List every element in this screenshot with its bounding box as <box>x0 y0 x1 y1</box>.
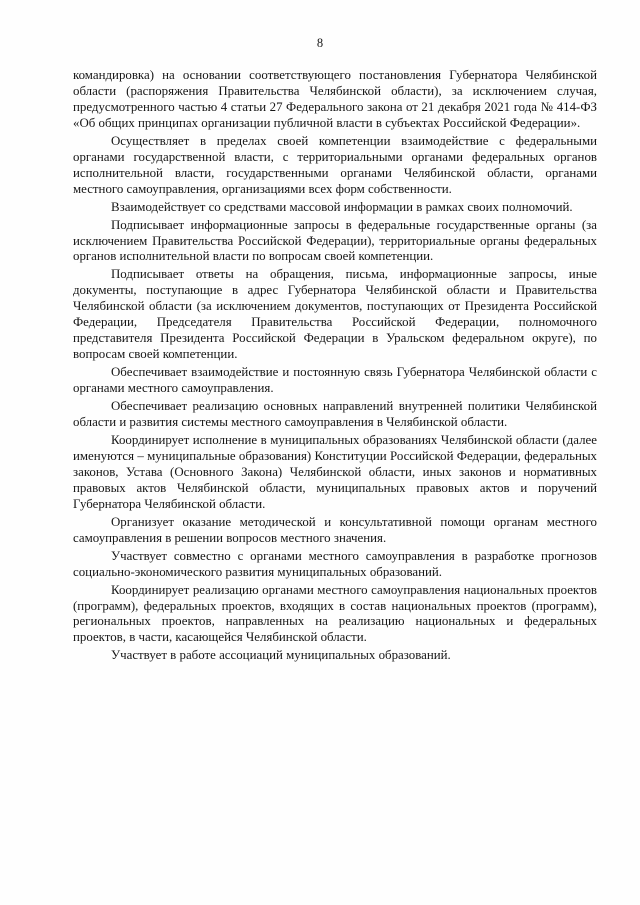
paragraph-coordination-municipal: Координирует исполнение в муниципальных образованиях Челябинской области (далее именуются – муниципальные образования) Конституции Российской Федерации, федеральных законов, Устава (Основного Закона) Челябинской области, иных законов и нормативных правовых актов Челябинской области, муниципальных правовых актов и поручений Губернатора Челябинской области. <box>73 432 597 511</box>
paragraph-internal-policy: Обеспечивает реализацию основных направлений внутренней политики Челябинской области и развития системы местного самоуправления в Челябинской области. <box>73 399 597 430</box>
paragraph-interaction-authorities: Осуществляет в пределах своей компетенции взаимодействие с федеральными органами государственной власти, с территориальными органами федеральных органов исполнительной власти, государственными органами Челябинской области, органами местного самоуправления, организациями всех форм собственности. <box>73 133 597 196</box>
paragraph-information-requests: Подписывает информационные запросы в федеральные государственные органы (за исключением Правительства Российской Федерации), территориальные органы федеральных органов исполнительной власти по вопросам своей компетенции. <box>73 217 597 264</box>
page-number: 8 <box>316 36 324 50</box>
paragraph-media-interaction: Взаимодействует со средствами массовой информации в рамках своих полномочий. <box>111 199 573 214</box>
paragraph-responses: Подписывает ответы на обращения, письма, информационные запросы, иные документы, поступающие в адрес Губернатора Челябинской области и Правительства Челябинской области (за исключением документов, поступающих от Президента Российской Федерации, Председателя Правительства Российской Федерации, полномочного представителя Президента Российской Федерации в Уральском федеральном округе), по вопросам своей компетенции. <box>73 267 597 362</box>
paragraph-forecasts: Участвует совместно с органами местного самоуправления в разработке прогнозов социально-экономического развития муниципальных образований. <box>73 548 597 579</box>
paragraph-methodical-assistance: Организует оказание методической и консультативной помощи органам местного самоуправления в решении вопросов местного значения. <box>73 514 597 545</box>
paragraph-continuation: командировка) на основании соответствующего постановления Губернатора Челябинской области (распоряжения Правительства Челябинской области), за исключением случая, предусмотренного частью 4 статьи 27 Федерального закона от 21 декабря 2021 года № 414-ФЗ «Об общих принципах организации публичной власти в субъектах Российской Федерации». <box>73 68 597 130</box>
paragraph-national-projects: Координирует реализацию органами местного самоуправления национальных проектов (программ), федеральных проектов, входящих в состав национальных проектов (программ), региональных проектов, направленных на реализацию национальных и федеральных проектов, в части, касающейся Челябинской области. <box>73 582 597 645</box>
paragraph-associations: Участвует в работе ассоциаций муниципальных образований. <box>111 648 451 663</box>
paragraph-communication-governor: Обеспечивает взаимодействие и постоянную связь Губернатора Челябинской области с органами местного самоуправления. <box>73 365 597 396</box>
document-body <box>73 68 597 666</box>
